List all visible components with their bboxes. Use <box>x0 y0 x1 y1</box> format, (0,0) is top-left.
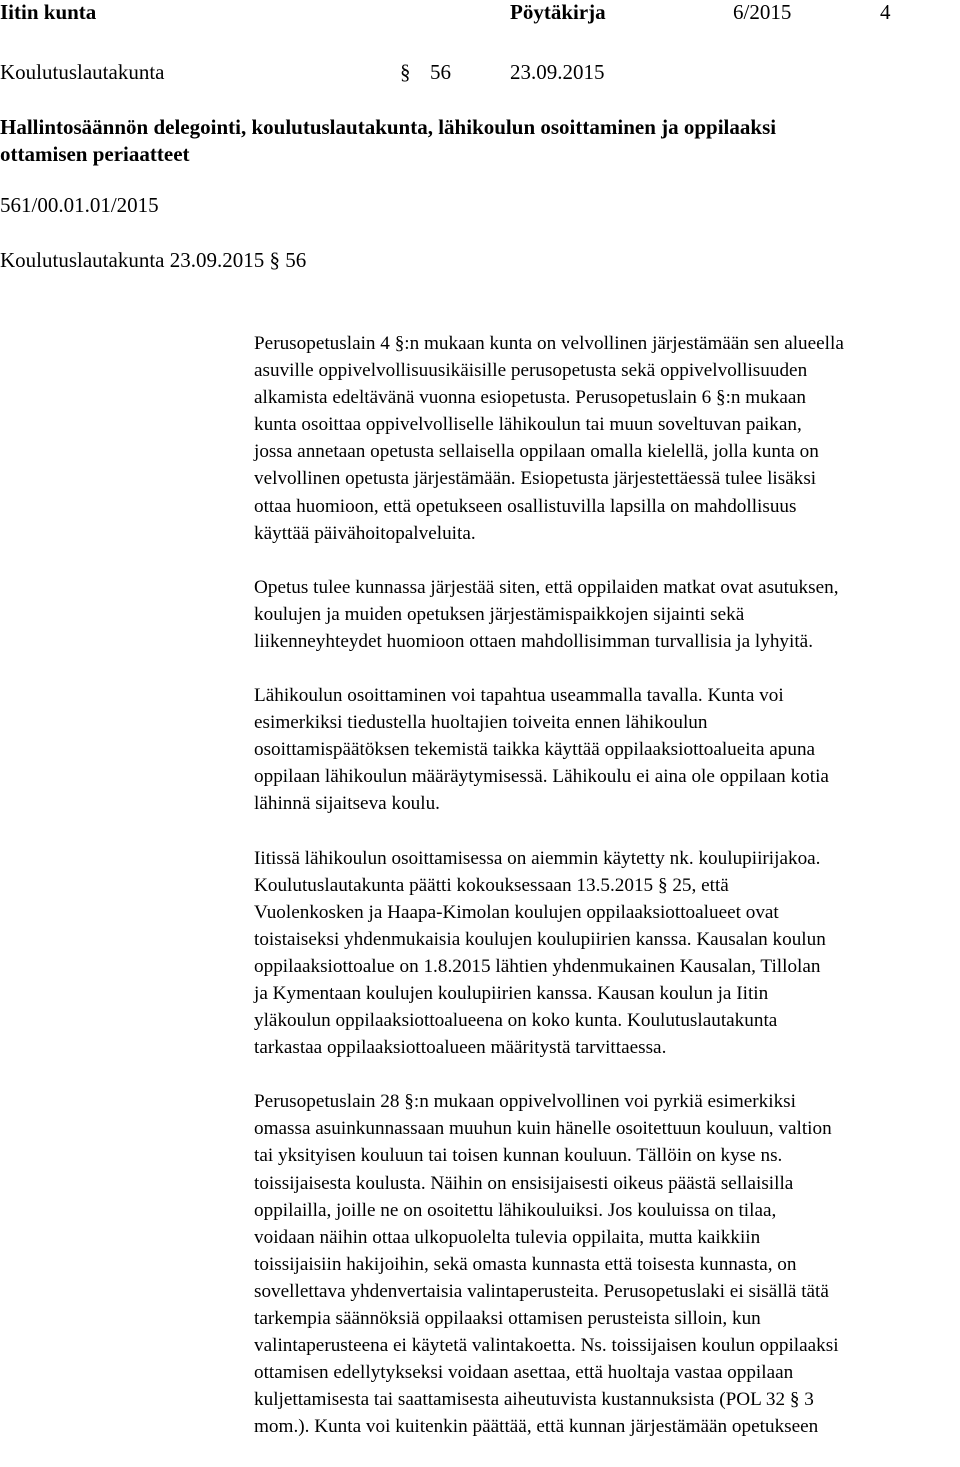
paragraph-line: Opetus tulee kunnassa järjestää siten, että oppilaiden matkat ovat asutuksen, <box>254 576 839 598</box>
reference-number: 561/00.01.01/2015 <box>0 193 159 217</box>
paragraph-line: käyttää päivähoitopalveluita. <box>254 522 476 544</box>
paragraph-line: oppilaan lähikoulun määräytymisessä. Lähikoulu ei aina ole oppilaan kotia <box>254 766 829 788</box>
paragraph-line: Iitissä lähikoulun osoittamisessa on aiemmin käytetty nk. koulupiirijakoa. <box>254 847 821 869</box>
section-sign: § <box>400 60 411 84</box>
paragraph-line: voidaan näihin ottaa ulkopuolelta tulevia oppilaita, mutta kaikkiin <box>254 1226 761 1248</box>
body-paragraph <box>254 330 960 547</box>
paragraph-line: tarkastaa oppilaaksiottoalueen määritystä tarvittaessa. <box>254 1037 667 1059</box>
paragraph-line: toistaiseksi yhdenmukaisia koulujen koulupiirien kanssa. Kausalan koulun <box>254 928 826 950</box>
paragraph-line: tarkempia säännöksiä oppilaaksi ottamisen perusteista silloin, kun <box>254 1308 761 1329</box>
paragraph-line: kunta osoittaa oppivelvolliselle lähikoulun tai muun soveltuvan paikan, <box>254 414 802 436</box>
paragraph-line: kuljettamisesta tai saattamisesta aiheutuvista kustannuksista (POL 32 § 3 <box>254 1389 814 1411</box>
issue-number: 6/2015 <box>733 0 792 24</box>
paragraph-line: Perusopetuslain 4 §:n mukaan kunta on velvollinen järjestämään sen alueella <box>254 333 844 354</box>
item-title <box>0 114 945 168</box>
meeting-date: 23.09.2015 <box>510 60 605 84</box>
paragraph-line: yläkoulun oppilaaksiottoalueena on koko kunta. Koulutuslautakunta <box>254 1010 778 1032</box>
paragraph-line: toissijaisesta koulusta. Näihin on ensisijaisesti oikeus päästä sellaisilla <box>254 1172 794 1194</box>
paragraph-line: lähinnä sijaitseva koulu. <box>254 793 440 815</box>
paragraph-line: Koulutuslautakunta päätti kokouksessaan 13.5.2015 § 25, että <box>254 874 729 896</box>
paragraph-line: omassa asuinkunnassaan muuhun kuin hänelle osoitettuun kouluun, valtion <box>254 1118 832 1140</box>
paragraph-line: alkamista edeltävänä vuonna esiopetusta. Perusopetuslain 6 §:n mukaan <box>254 387 807 409</box>
page-number: 4 <box>880 0 891 24</box>
paragraph-line: Perusopetuslain 28 §:n mukaan oppivelvollinen voi pyrkiä esimerkiksi <box>254 1091 796 1113</box>
body-paragraph <box>254 574 960 655</box>
paragraph-line: tai yksityisen kouluun tai toisen kunnan kouluun. Tällöin on kyse ns. <box>254 1145 783 1167</box>
paragraph-line: esimerkiksi tiedustella huoltajien toiveita ennen lähikoulun <box>254 712 708 734</box>
paragraph-line: Lähikoulun osoittaminen voi tapahtua useammalla tavalla. Kunta voi <box>254 685 784 707</box>
body-paragraph <box>254 1088 960 1440</box>
paragraph-line: oppilailla, joille ne on osoitettu lähikouluiksi. Jos kouluissa on tilaa, <box>254 1199 777 1221</box>
paragraph-line: ottamisen edellytykseksi voidaan asettaa, että huoltaja vastaa oppilaan <box>254 1362 794 1384</box>
paragraph-line: Vuolenkosken ja Haapa-Kimolan koulujen oppilaaksiottoalueet ovat <box>254 901 779 923</box>
body-paragraph <box>254 682 960 817</box>
paragraph-line: liikenneyhteydet huomioon ottaen mahdollisimman turvallisia ja lyhyitä. <box>254 630 813 652</box>
municipality-name: Iitin kunta <box>0 0 97 24</box>
paragraph-line: ottaa huomioon, että opetukseen osallistuvilla lapsilla on mahdollisuus <box>254 495 797 517</box>
paragraph-line: asuville oppivelvollisuusikäisille perusopetusta sekä oppivelvollisuuden <box>254 360 808 382</box>
title-line: Hallintosäännön delegointi, koulutuslautakunta, lähikoulun osoittaminen ja oppilaaksi <box>0 115 777 139</box>
paragraph-line: toissijaisiin hakijoihin, sekä omasta kunnasta että toisesta kunnasta, on <box>254 1253 797 1275</box>
meeting-line: Koulutuslautakunta 23.09.2015 § 56 <box>0 248 307 272</box>
section-number: 56 <box>430 60 451 84</box>
paragraph-line: koulujen ja muiden opetuksen järjestämispaikkojen sijainti sekä <box>254 603 745 625</box>
paragraph-line: ja Kymentaan koulujen koulupiirien kanssa. Kausan koulun ja Iitin <box>254 982 769 1004</box>
paragraph-line: osoittamispäätöksen tekemistä taikka käyttää oppilaaksiottoalueita apuna <box>254 739 816 761</box>
paragraph-line: jossa annetaan opetusta sellaisella oppilaan omalla kielellä, jolla kunta on <box>254 441 819 463</box>
paragraph-line: mom.). Kunta voi kuitenkin päättää, että kunnan järjestämään opetukseen <box>254 1416 819 1438</box>
document-type: Pöytäkirja <box>510 0 606 24</box>
paragraph-line: velvollinen opetusta järjestämään. Esiopetusta järjestettäessä tulee lisäksi <box>254 468 817 490</box>
body-paragraph <box>254 845 960 1062</box>
board-name: Koulutuslautakunta <box>0 60 165 84</box>
paragraph-line: oppilaaksiottoalue on 1.8.2015 lähtien yhdenmukainen Kausalan, Tillolan <box>254 955 821 977</box>
title-line: ottamisen periaatteet <box>0 142 190 166</box>
paragraph-line: sovellettava yhdenvertaisia valintaperusteita. Perusopetuslaki ei sisällä tätä <box>254 1280 829 1302</box>
body-text <box>254 330 960 1467</box>
paragraph-line: valintaperusteena ei käytetä valintakoetta. Ns. toissijaisen koulun oppilaaksi <box>254 1335 839 1357</box>
